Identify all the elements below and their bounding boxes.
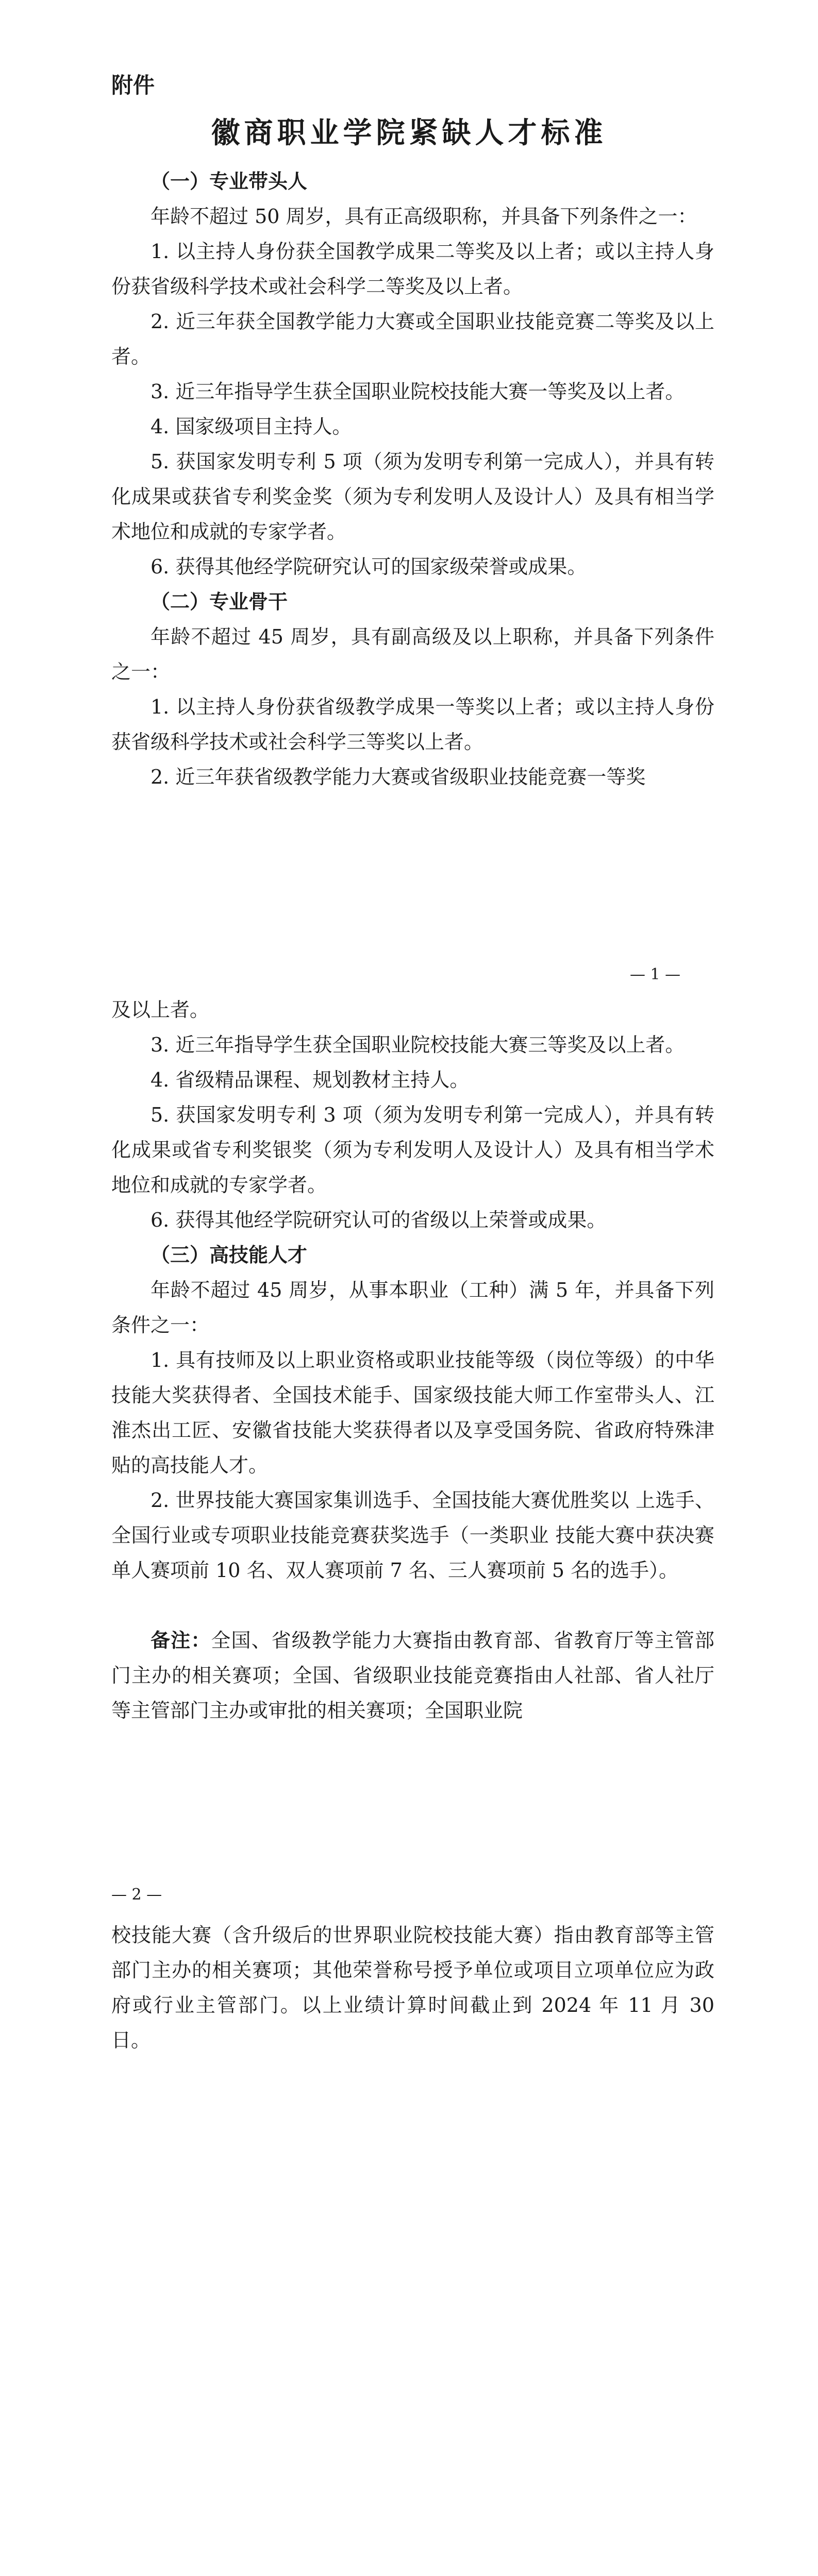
- criteria-item: 2. 世界技能大赛国家集训选手、全国技能大赛优胜奖以 上选手、全国行业或专项职业技能竞赛获奖选手（一类职业 技能大赛中获决赛单人赛项前 10 名、双人赛项前 7 名、三人赛项前 5 名的选手）。: [111, 1489, 714, 1582]
- criteria-item: 1. 以主持人身份获全国教学成果二等奖及以上者；或以主持人身份获省级科学技术或社会科学二等奖及以上者。: [111, 240, 714, 298]
- criteria-item: 5. 获国家发明专利 3 项（须为发明专利第一完成人），并具有转化成果或省专利奖银奖（须为专利发明人及设计人）及具有相当学术地位和成就的专家学者。: [111, 1104, 714, 1196]
- page-3-body: [111, 1918, 714, 2058]
- criteria-item: 1. 具有技师及以上职业资格或职业技能等级（岗位等级）的中华技能大奖获得者、全国技术能手、国家级技能大师工作室带头人、江淮杰出工匠、安徽省技能大奖获得者以及享受国务院、省政府特殊津贴的高技能人才。: [111, 1349, 714, 1477]
- note-text-continued: 校技能大赛（含升级后的世界职业院校技能大赛）指由教育部等主管部门主办的相关赛项；其他荣誉称号授予单位或项目立项单位应为政府或行业主管部门。以上业绩计算时间截止到 2024 年 11 月 30 日。: [111, 1924, 714, 2052]
- section-heading-discipline-backbone: （二）专业骨干: [151, 590, 288, 613]
- section-intro: 年龄不超过 45 周岁，从事本职业（工种）满 5 年，并具备下列条件之一：: [111, 1279, 714, 1336]
- section-heading-high-skill-talent: （三）高技能人才: [151, 1244, 308, 1266]
- page-2-body: [111, 992, 714, 1728]
- note-text: 全国、省级教学能力大赛指由教育部、省教育厅等主管部门主办的相关赛项；全国、省级职业技能竞赛指由人社部、省人社厅等主管部门主办或审批的相关赛项；全国职业院: [111, 1629, 714, 1722]
- section-heading-discipline-leader: （一）专业带头人: [151, 170, 308, 193]
- page-1-body: [111, 164, 714, 794]
- criteria-item: 4. 省级精品课程、规划教材主持人。: [151, 1069, 470, 1091]
- section-intro: 年龄不超过 45 周岁，具有副高级及以上职称，并具备下列条件之一：: [111, 625, 714, 683]
- criteria-item-continued: 及以上者。: [111, 998, 210, 1021]
- criteria-item: 6. 获得其他经学院研究认可的国家级荣誉或成果。: [151, 555, 587, 578]
- section-intro: 年龄不超过 50 周岁，具有正高级职称，并具备下列条件之一：: [151, 205, 697, 228]
- criteria-item: 3. 近三年指导学生获全国职业院校技能大赛三等奖及以上者。: [151, 1033, 685, 1056]
- attachment-label: 附件: [111, 73, 155, 98]
- page-number: — 1 —: [630, 965, 681, 984]
- criteria-item: 6. 获得其他经学院研究认可的省级以上荣誉或成果。: [151, 1209, 607, 1231]
- criteria-item: 2. 近三年获省级教学能力大赛或省级职业技能竞赛一等奖: [151, 766, 646, 788]
- page-number: — 2 —: [111, 1886, 162, 1904]
- document-title: 徽商职业学院紧缺人才标准: [211, 116, 607, 150]
- criteria-item: 5. 获国家发明专利 5 项（须为发明专利第一完成人），并具有转化成果或获省专利奖金奖（须为专利发明人及设计人）及具有相当学术地位和成就的专家学者。: [111, 450, 714, 543]
- criteria-item: 1. 以主持人身份获省级教学成果一等奖以上者；或以主持人身份获省级科学技术或社会科学三等奖以上者。: [111, 696, 714, 753]
- note-paragraph: [111, 1623, 714, 1728]
- note-label: 备注：: [151, 1629, 211, 1652]
- criteria-item: 2. 近三年获全国教学能力大赛或全国职业技能竞赛二等奖及以上者。: [111, 310, 714, 368]
- criteria-item: 3. 近三年指导学生获全国职业院校技能大赛一等奖及以上者。: [151, 380, 685, 403]
- criteria-item: 4. 国家级项目主持人。: [151, 415, 352, 438]
